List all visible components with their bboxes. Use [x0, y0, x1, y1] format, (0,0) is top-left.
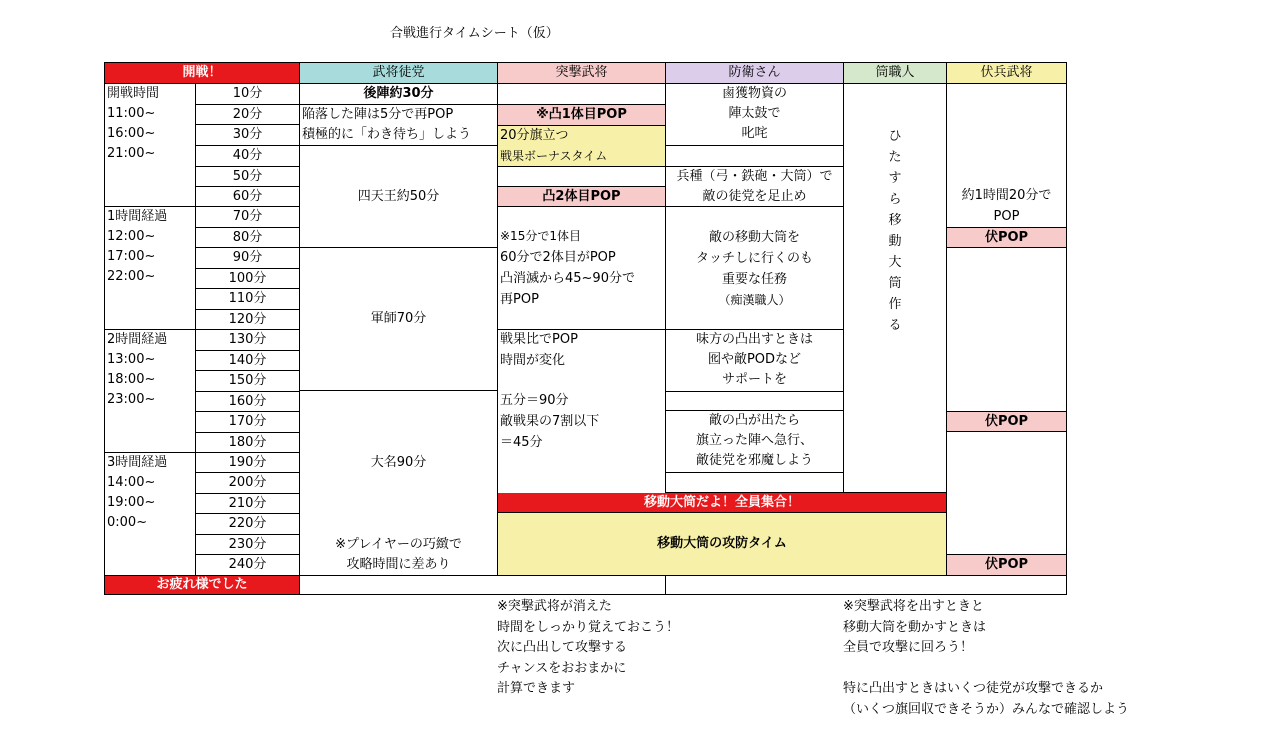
tsutsu-vertical-text [844, 126, 946, 336]
bouei-b1: 兵種（弓・鉄砲・大筒）で [676, 169, 833, 184]
bouei-b2: 敵の徒党を足止め [702, 189, 807, 204]
bouei-a3: 叱咤 [741, 126, 768, 141]
time-cell: 190分 [196, 453, 300, 473]
header-fukuhei-busho: 伏兵武将 [947, 63, 1067, 84]
flag-text: 20分旗立つ [500, 128, 569, 143]
totsugeki-pop2: 凸2体目POP [498, 187, 666, 207]
hour2-time-3: 23:00~ [107, 392, 156, 407]
repop-line-1: 陥落した陣は5分で再POP [302, 107, 454, 122]
totsugeki-blank-50 [498, 167, 666, 187]
totsugeki-pop1: ※凸1体目POP [498, 105, 666, 126]
goujin-cell: 後陣約30分 [300, 84, 498, 105]
time-cell: 60分 [196, 187, 300, 207]
bouei-blank-1 [666, 146, 844, 167]
time-cell: 180分 [196, 433, 300, 453]
bouei-d1: 味方の凸出すときは [695, 332, 813, 347]
bouei-a2: 陣太鼓で [728, 106, 781, 121]
fukuhei-blank-2 [947, 432, 1067, 555]
header-busho-totou: 武将徒党 [300, 63, 498, 84]
bouei-d2: 囮や敵PODなど [707, 352, 802, 367]
hour3-time-3: 0:00~ [107, 515, 148, 530]
tsutsu-char: 移 [888, 213, 902, 228]
tsutsu-char: る [888, 318, 902, 333]
tsutsu-cell [844, 84, 947, 493]
fukuhei-pop-2: 伏POP [947, 412, 1067, 432]
hour2-block [105, 330, 196, 453]
para1-line-3: 凸消滅から45~90分で [500, 271, 635, 286]
note-line: ※突撃武将を出すときと [843, 599, 984, 614]
tsutsu-char: 作 [888, 297, 902, 312]
note-line: 次に凸出して攻撃する [497, 640, 628, 655]
bouei-support [666, 330, 844, 392]
time-cell: 220分 [196, 514, 300, 535]
header-bouei: 防衛さん [666, 63, 844, 84]
hour1-time-2: 17:00~ [107, 249, 156, 264]
note-line [843, 659, 1129, 680]
para2-line-5: ＝45分 [500, 435, 543, 450]
time-cell: 70分 [196, 207, 300, 228]
time-cell: 80分 [196, 228, 300, 248]
bouei-c3: 重要な任務 [721, 272, 787, 287]
totsugeki-blank-top [498, 84, 666, 105]
time-cell: 10分 [196, 84, 300, 105]
hour3-time-1: 14:00~ [107, 475, 156, 490]
note-line: 時間をしっかり覚えておこう！ [497, 619, 680, 635]
fukuhei-pop-3: 伏POP [947, 555, 1067, 576]
daimyo-note-2: 攻略時間に差あり [346, 557, 451, 572]
time-cell: 100分 [196, 269, 300, 289]
start-time-block [105, 84, 196, 207]
daimyo-cell [300, 391, 498, 576]
closing-cell: お疲れ様でした [105, 576, 300, 595]
repop-cell [300, 105, 498, 146]
bouei-c2: タッチしに行くのも [695, 251, 813, 266]
time-cell: 30分 [196, 125, 300, 146]
hour1-label: 1時間経過 [107, 209, 168, 224]
time-cell: 140分 [196, 351, 300, 371]
fukuhei-upper [947, 84, 1067, 228]
start-time-2: 16:00~ [107, 126, 156, 141]
tsutsu-char: す [888, 171, 902, 186]
fukuhei-l2: POP [993, 209, 1020, 224]
time-cell: 150分 [196, 371, 300, 392]
note-line: 全員で攻撃に回ろう！ [843, 640, 974, 655]
bouei-c4: （痴漢職人） [718, 293, 791, 307]
note-line: 特に凸出すときはいくつ徒党が攻撃できるか [843, 681, 1104, 696]
timesheet-table [104, 62, 1067, 595]
tsutsu-char: た [888, 150, 902, 165]
para2-line-4: 敵戦果の7割以下 [500, 414, 600, 429]
bouei-d3: サポートを [721, 372, 787, 387]
closing-blank-2 [666, 576, 1067, 595]
start-time-label: 開戦時間 [107, 86, 160, 101]
repop-line-2: 積極的に「わき待ち」しよう [302, 127, 472, 142]
fukuhei-blank-1 [947, 248, 1067, 412]
hour1-block [105, 207, 196, 330]
bonus-text: 戦果ボーナスタイム [500, 149, 608, 163]
bouei-jindaiko [666, 84, 844, 146]
time-cell: 40分 [196, 146, 300, 167]
tsutsu-char: ら [888, 192, 902, 207]
time-cell: 120分 [196, 310, 300, 330]
bouei-oozutsu-touch [666, 207, 844, 330]
tsutsu-char: 動 [888, 234, 902, 249]
time-cell: 20分 [196, 105, 300, 125]
totsugeki-flag-bonus [498, 126, 666, 167]
daimyo-note-1: ※プレイヤーの巧緻で [335, 537, 462, 552]
hour3-label: 3時間経過 [107, 455, 168, 470]
oozutsu-banner-yellow: 移動大筒の攻防タイム [498, 513, 947, 576]
note-line: 移動大筒を動かすときは [843, 619, 987, 635]
para1-line-1: ※15分で1体目 [500, 229, 581, 243]
note-line: ※突撃武将が消えた [497, 599, 612, 614]
start-time-3: 21:00~ [107, 146, 156, 161]
time-cell: 160分 [196, 392, 300, 412]
bouei-blank-3 [666, 473, 844, 493]
totsugeki-para1 [498, 207, 666, 330]
time-cell: 130分 [196, 330, 300, 351]
note-line: 計算できます [497, 681, 576, 696]
notes-right [843, 597, 1129, 720]
notes-left [497, 597, 679, 700]
gunshi-cell: 軍師70分 [300, 248, 498, 391]
para2-line-1: 戦果比でPOP [500, 332, 578, 347]
time-cell: 110分 [196, 289, 300, 310]
header-start: 開戦！ [105, 63, 300, 84]
bouei-e1: 敵の凸が出たら [708, 413, 800, 428]
para2-line-2: 時間が変化 [500, 353, 566, 368]
bouei-ashidome [666, 167, 844, 207]
tsutsu-char: 筒 [888, 276, 902, 291]
tsutsu-char: ひ [888, 129, 902, 144]
start-time-1: 11:00~ [107, 106, 156, 121]
note-line: （いくつ旗回収できそうか）みんなで確認しよう [843, 701, 1130, 717]
hour2-time-2: 18:00~ [107, 372, 156, 387]
daimyo-label: 大名90分 [370, 455, 427, 470]
totsugeki-para2 [498, 330, 666, 494]
note-line: チャンスをおおまかに [497, 660, 627, 676]
hour2-time-1: 13:00~ [107, 352, 156, 367]
header-tsutsu-shokunin: 筒職人 [844, 63, 947, 84]
para2-line-3: 五分＝90分 [500, 393, 569, 408]
time-cell: 230分 [196, 535, 300, 555]
time-cell: 90分 [196, 248, 300, 269]
fukuhei-l1: 約1時間20分で [961, 188, 1052, 203]
time-cell: 210分 [196, 494, 300, 514]
closing-blank-1 [300, 576, 666, 595]
time-cell: 50分 [196, 167, 300, 187]
oozutsu-banner-red: 移動大筒だよ！全員集合！ [498, 493, 947, 513]
bouei-jama [666, 411, 844, 473]
shitennou-cell: 四天王約50分 [300, 146, 498, 248]
sheet-title: 合戦進行タイムシート（仮） [390, 26, 559, 41]
hour3-block [105, 453, 196, 576]
fukuhei-pop-1: 伏POP [947, 228, 1067, 248]
hour3-time-2: 19:00~ [107, 495, 156, 510]
time-cell: 170分 [196, 412, 300, 433]
bouei-c1: 敵の移動大筒を [708, 230, 800, 245]
header-totsugeki-busho: 突撃武将 [498, 63, 666, 84]
para1-line-2: 60分で2体目がPOP [500, 250, 616, 265]
bouei-blank-2 [666, 392, 844, 411]
hour1-time-1: 12:00~ [107, 229, 156, 244]
tsutsu-char: 大 [888, 255, 902, 270]
para1-line-4: 再POP [500, 292, 539, 307]
time-cell: 200分 [196, 473, 300, 494]
hour1-time-3: 22:00~ [107, 269, 156, 284]
bouei-e2: 旗立った陣へ急行、 [695, 433, 813, 448]
hour2-label: 2時間経過 [107, 332, 168, 347]
bouei-e3: 敵徒党を邪魔しよう [695, 453, 813, 468]
bouei-a1: 鹵獲物資の [721, 86, 787, 101]
time-cell: 240分 [196, 555, 300, 576]
